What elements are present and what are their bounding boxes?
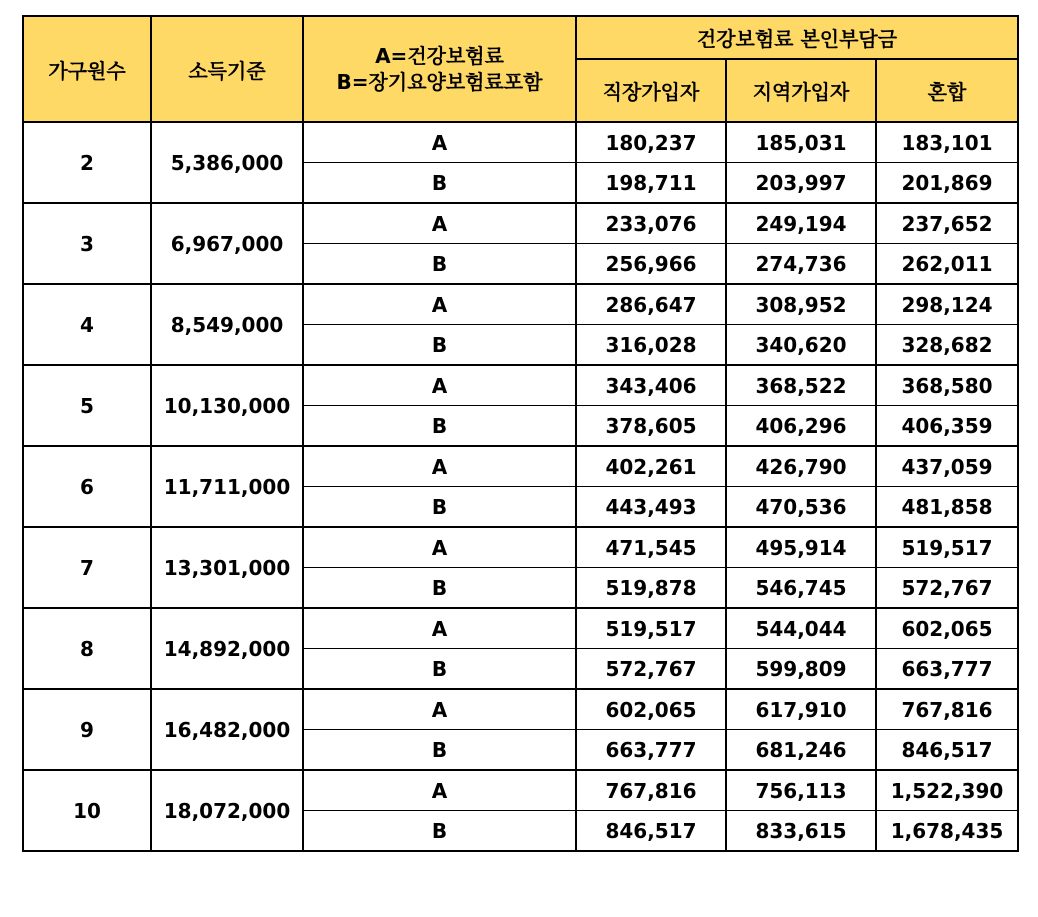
employee-value-cell: 846,517 [576,811,726,852]
employee-value-cell: 233,076 [576,203,726,244]
employee-value-cell: 663,777 [576,730,726,771]
type-cell: A [303,689,576,730]
employee-value-cell: 180,237 [576,122,726,163]
income-cell: 6,967,000 [151,203,303,284]
employee-value-cell: 471,545 [576,527,726,568]
household-size-cell: 6 [23,446,151,527]
employee-value-cell: 343,406 [576,365,726,406]
mixed-value-cell: 298,124 [876,284,1018,325]
household-size-cell: 4 [23,284,151,365]
table-row [23,122,1018,163]
regional-value-cell: 368,522 [726,365,876,406]
regional-value-cell: 544,044 [726,608,876,649]
regional-value-cell: 617,910 [726,689,876,730]
household-size-cell: 8 [23,608,151,689]
premium-table [22,15,1019,852]
employee-value-cell: 572,767 [576,649,726,690]
table-body [23,122,1018,851]
mixed-value-cell: 328,682 [876,325,1018,366]
table-row [23,203,1018,244]
mixed-value-cell: 602,065 [876,608,1018,649]
household-size-cell: 9 [23,689,151,770]
mixed-value-cell: 1,678,435 [876,811,1018,852]
employee-value-cell: 402,261 [576,446,726,487]
table-row [23,770,1018,811]
mixed-value-cell: 201,869 [876,163,1018,204]
header-type [303,16,576,122]
income-cell: 16,482,000 [151,689,303,770]
type-cell: A [303,608,576,649]
income-cell: 18,072,000 [151,770,303,851]
type-cell: B [303,649,576,690]
table-row [23,689,1018,730]
type-cell: B [303,568,576,609]
regional-value-cell: 546,745 [726,568,876,609]
mixed-value-cell: 368,580 [876,365,1018,406]
employee-value-cell: 519,517 [576,608,726,649]
mixed-value-cell: 1,522,390 [876,770,1018,811]
type-cell: A [303,122,576,163]
employee-value-cell: 519,878 [576,568,726,609]
regional-value-cell: 249,194 [726,203,876,244]
mixed-value-cell: 767,816 [876,689,1018,730]
employee-value-cell: 378,605 [576,406,726,447]
mixed-value-cell: 237,652 [876,203,1018,244]
regional-value-cell: 185,031 [726,122,876,163]
regional-value-cell: 470,536 [726,487,876,528]
regional-value-cell: 426,790 [726,446,876,487]
header-type-line2: B=장기요양보험료포함 [336,70,543,94]
regional-value-cell: 495,914 [726,527,876,568]
type-cell: A [303,527,576,568]
header-mixed: 혼합 [876,59,1018,122]
regional-value-cell: 340,620 [726,325,876,366]
regional-value-cell: 681,246 [726,730,876,771]
type-cell: B [303,406,576,447]
header-employee: 직장가입자 [576,59,726,122]
header-regional: 지역가입자 [726,59,876,122]
household-size-cell: 7 [23,527,151,608]
type-cell: A [303,203,576,244]
household-size-cell: 2 [23,122,151,203]
mixed-value-cell: 183,101 [876,122,1018,163]
household-size-cell: 5 [23,365,151,446]
income-cell: 5,386,000 [151,122,303,203]
mixed-value-cell: 519,517 [876,527,1018,568]
mixed-value-cell: 663,777 [876,649,1018,690]
household-size-cell: 3 [23,203,151,284]
employee-value-cell: 198,711 [576,163,726,204]
mixed-value-cell: 262,011 [876,244,1018,285]
header-household-size: 가구원수 [23,16,151,122]
employee-value-cell: 443,493 [576,487,726,528]
type-cell: A [303,446,576,487]
income-cell: 10,130,000 [151,365,303,446]
income-cell: 13,301,000 [151,527,303,608]
type-cell: B [303,325,576,366]
table-row [23,527,1018,568]
mixed-value-cell: 481,858 [876,487,1018,528]
income-cell: 14,892,000 [151,608,303,689]
regional-value-cell: 756,113 [726,770,876,811]
mixed-value-cell: 572,767 [876,568,1018,609]
mixed-value-cell: 846,517 [876,730,1018,771]
regional-value-cell: 274,736 [726,244,876,285]
header-income-standard: 소득기준 [151,16,303,122]
table-row [23,365,1018,406]
type-cell: A [303,284,576,325]
table-row [23,608,1018,649]
employee-value-cell: 602,065 [576,689,726,730]
type-cell: A [303,365,576,406]
regional-value-cell: 203,997 [726,163,876,204]
table-row [23,284,1018,325]
income-cell: 8,549,000 [151,284,303,365]
header-type-line1: A=건강보험료 [375,44,504,68]
household-size-cell: 10 [23,770,151,851]
type-cell: B [303,244,576,285]
employee-value-cell: 316,028 [576,325,726,366]
type-cell: B [303,811,576,852]
mixed-value-cell: 437,059 [876,446,1018,487]
employee-value-cell: 256,966 [576,244,726,285]
regional-value-cell: 833,615 [726,811,876,852]
type-cell: A [303,770,576,811]
income-cell: 11,711,000 [151,446,303,527]
employee-value-cell: 767,816 [576,770,726,811]
type-cell: B [303,487,576,528]
mixed-value-cell: 406,359 [876,406,1018,447]
employee-value-cell: 286,647 [576,284,726,325]
type-cell: B [303,730,576,771]
regional-value-cell: 406,296 [726,406,876,447]
table-row [23,446,1018,487]
regional-value-cell: 599,809 [726,649,876,690]
type-cell: B [303,163,576,204]
regional-value-cell: 308,952 [726,284,876,325]
header-contribution-group: 건강보험료 본인부담금 [576,16,1018,59]
